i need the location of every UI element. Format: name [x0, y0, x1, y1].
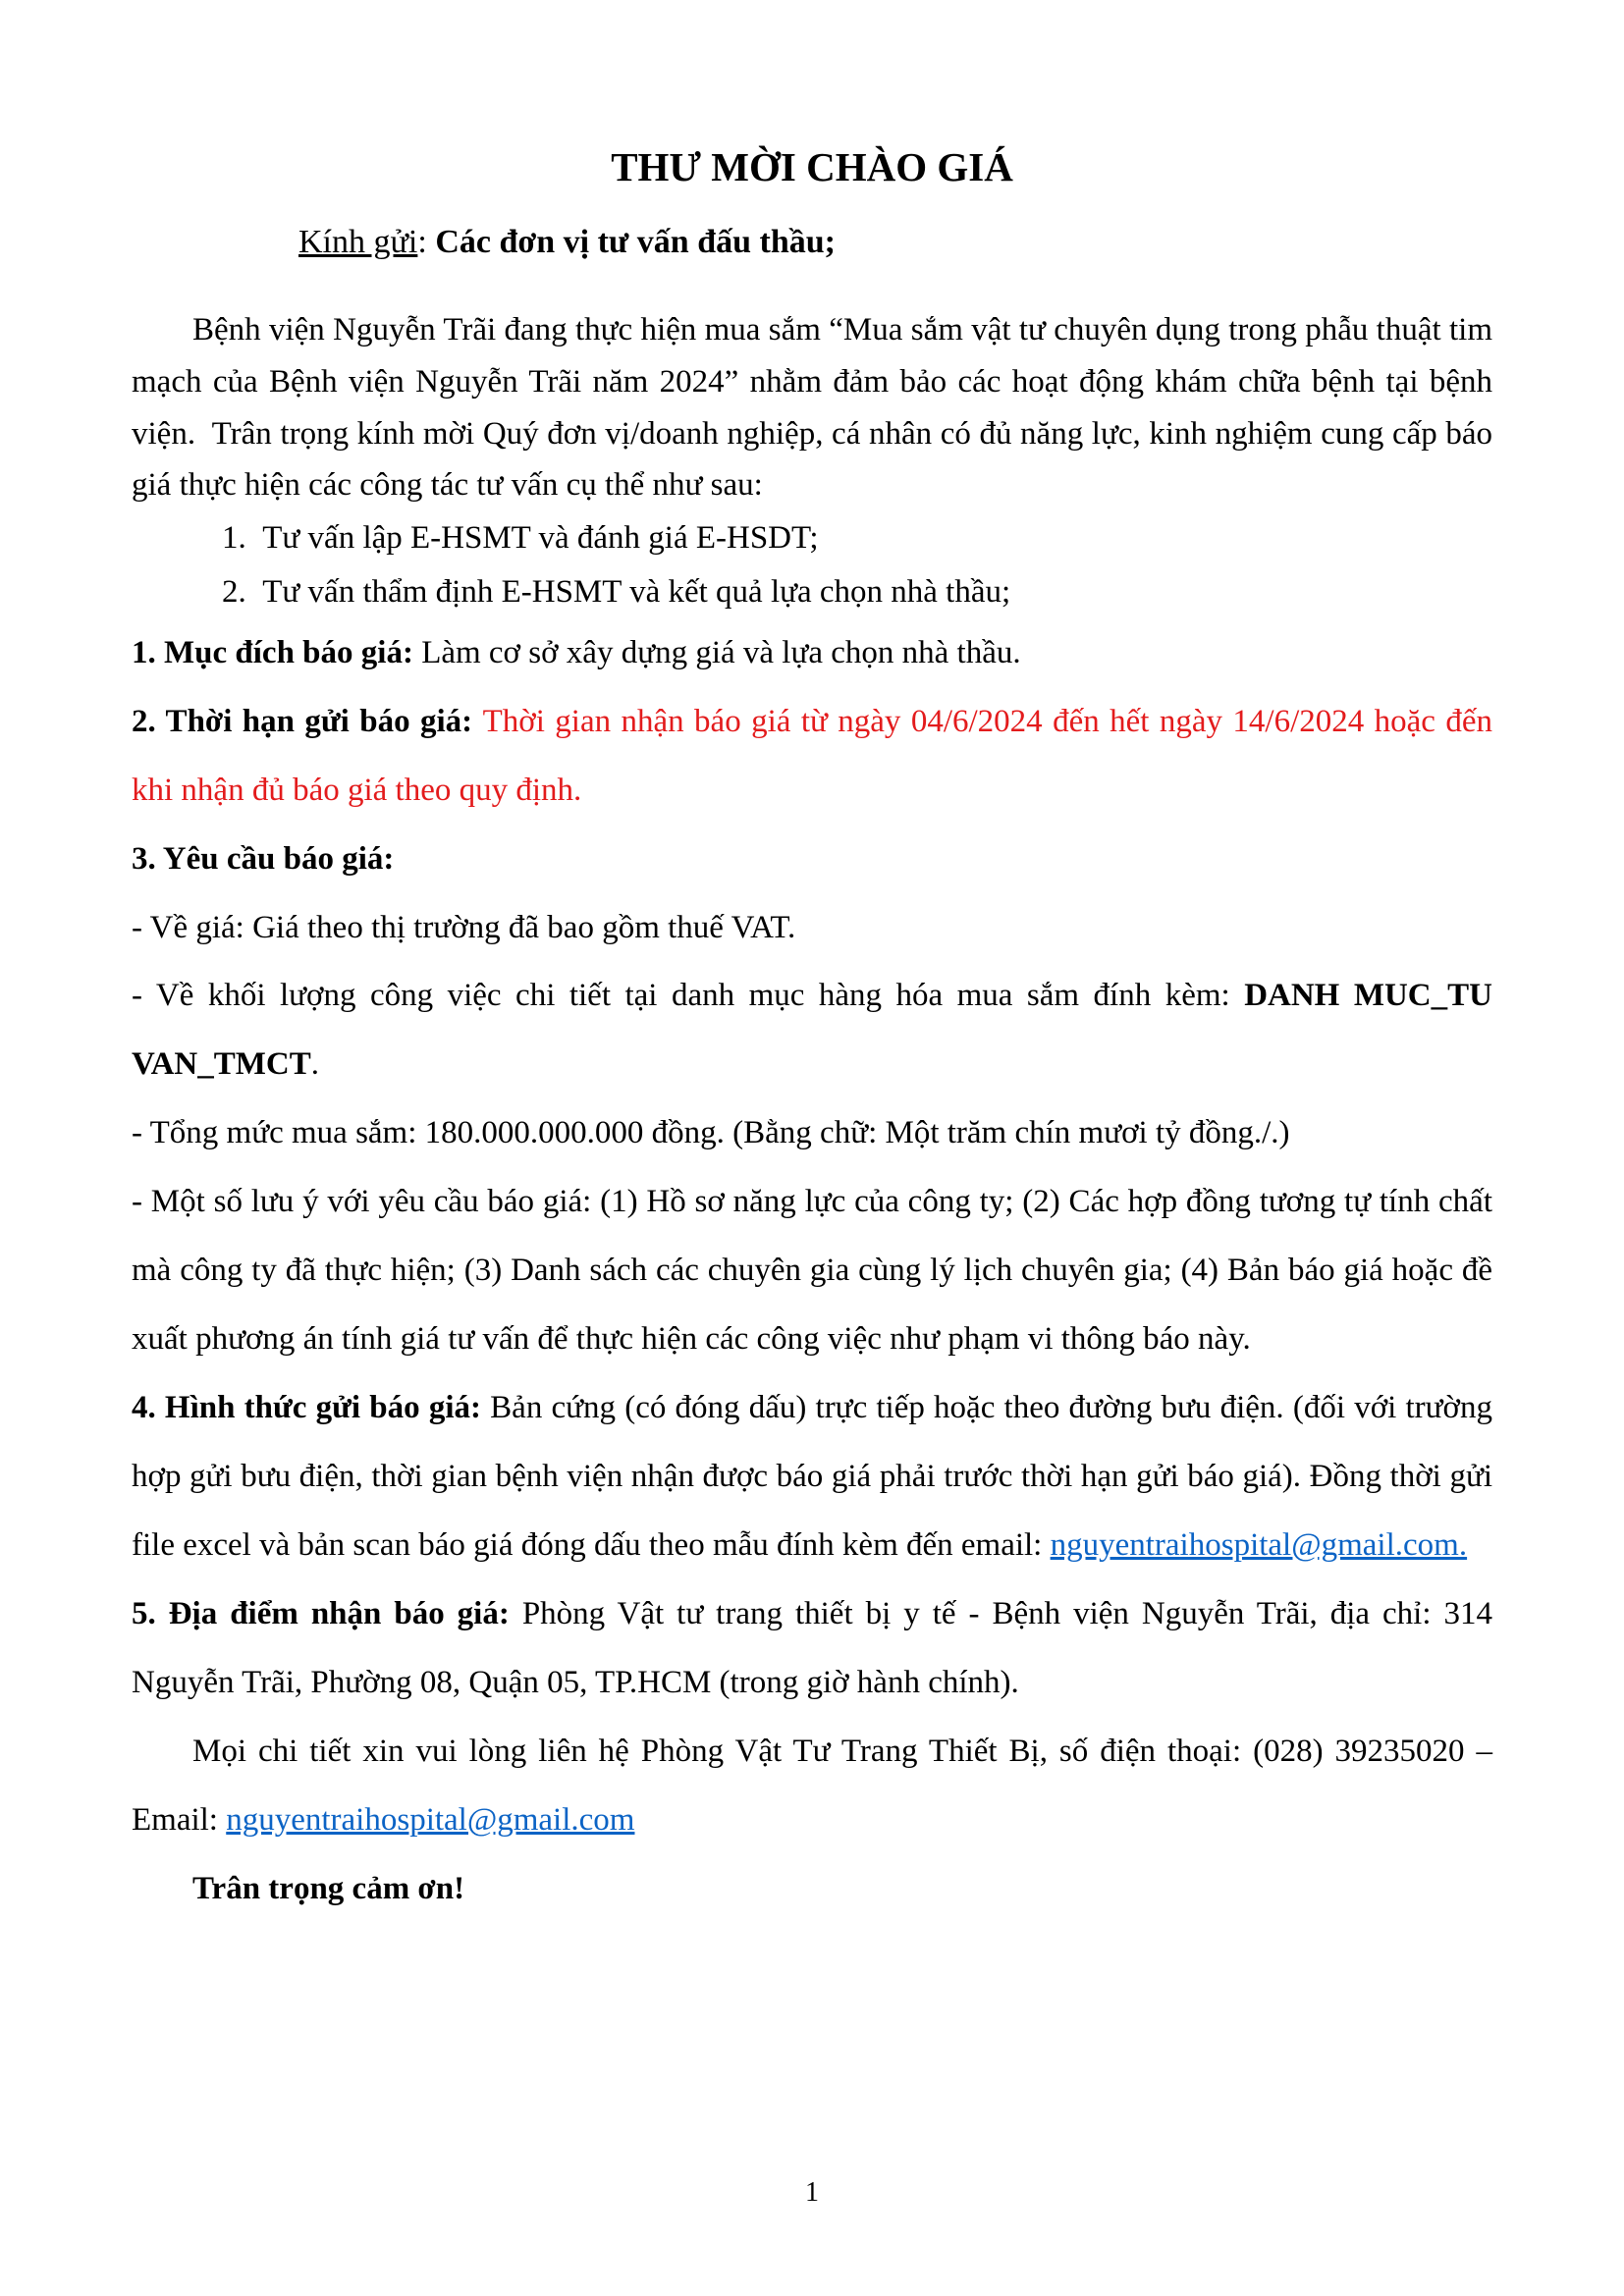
text-segment: Phòng Vật tư trang thiết bị y tế - Bệnh viện Nguyễn Trãi, địa chỉ: 314 Nguyễn Trãi, Phường 08, Quận 05, TP.HCM (trong giờ hành chính). — [132, 1596, 1492, 1701]
text-segment: - Về khối lượng công việc chi tiết tại danh mục hàng hóa mua sắm đính kèm: — [132, 978, 1245, 1014]
page-number: 1 — [805, 2177, 819, 2208]
requirement-notes — [132, 1168, 1492, 1374]
section-4-delivery — [132, 1374, 1492, 1580]
salutation — [298, 224, 1492, 261]
section-1-purpose — [132, 619, 1492, 688]
section-5-location — [132, 1580, 1492, 1718]
email-link[interactable]: nguyentraihospital@gmail.com. — [1050, 1527, 1468, 1564]
text-segment: Thời gian nhận báo giá từ ngày 04/6/2024 đến hết ngày 14/6/2024 hoặc đến khi nhận đủ báo giá theo quy định. — [132, 703, 1492, 808]
text-segment: Làm cơ sở xây dựng giá và lựa chọn nhà thầu. — [421, 634, 1021, 670]
text-segment: 2. Thời hạn gửi báo giá: — [132, 703, 483, 739]
section-3-requirements — [132, 826, 1492, 894]
text-segment: Trân trọng cảm ơn! — [192, 1870, 465, 1906]
text-segment: . — [310, 1046, 319, 1083]
list-item-1 — [222, 511, 1492, 565]
text-segment: 5. Địa điểm nhận báo giá: — [132, 1596, 522, 1632]
email-link[interactable]: nguyentraihospital@gmail.com — [226, 1801, 635, 1838]
text-segment: 1. Mục đích báo giá: — [132, 634, 422, 670]
text-segment: : — [417, 224, 436, 260]
text-segment: 4. Hình thức gửi báo giá: — [132, 1390, 491, 1426]
list-item-2 — [222, 565, 1492, 619]
text-segment: Mọi chi tiết xin vui lòng liên hệ Phòng Vật Tư Trang Thiết Bị, số điện thoại: (028) 39235020 – Email: — [132, 1733, 1492, 1838]
text-segment: 3. Yêu cầu báo giá: — [132, 840, 395, 877]
text-segment: - Một số lưu ý với yêu cầu báo giá: (1) Hồ sơ năng lực của công ty; (2) Các hợp đồng tương tự tính chất mà công ty đã thực hiện; (3) Danh sách các chuyên gia cùng lý lịch chuyên gia; (4) Bản báo giá hoặc đề xuất phương án tính giá tư vấn để thực hiện các công việc như phạm vi thông báo này. — [132, 1184, 1492, 1358]
text-segment: - Tổng mức mua sắm: 180.000.000.000 đồng. (Bằng chữ: Một trăm chín mươi tỷ đồng./.) — [132, 1115, 1290, 1151]
contact-paragraph — [132, 1718, 1492, 1855]
text-segment: Bản cứng (có đóng dấu) trực tiếp hoặc theo đường bưu điện. (đối với trường hợp gửi bưu điện, thời gian bệnh viện nhận được báo giá phải trước thời hạn gửi báo giá). Đồng thời gửi file excel và bản scan báo giá đóng dấu theo mẫu đính kèm đến email: — [132, 1390, 1492, 1564]
text-segment: Các đơn vị tư vấn đấu thầu; — [435, 224, 836, 260]
requirement-budget — [132, 1099, 1492, 1168]
section-2-deadline — [132, 688, 1492, 826]
text-segment: 2. Tư vấn thẩm định E-HSMT và kết quả lựa chọn nhà thầu; — [222, 573, 1011, 610]
intro-paragraph — [132, 304, 1492, 511]
document-title — [132, 143, 1492, 190]
text-segment: THƯ MỜI CHÀO GIÁ — [611, 144, 1013, 189]
closing — [132, 1855, 1492, 1924]
text-segment: Kính gửi — [298, 224, 418, 260]
text-segment: - Về giá: Giá theo thị trường đã bao gồm thuế VAT. — [132, 909, 796, 945]
text-segment: DANH MUC_TU VAN_TMCT — [132, 978, 1492, 1083]
requirement-scope — [132, 962, 1492, 1099]
requirement-price — [132, 894, 1492, 963]
text-segment: 1. Tư vấn lập E-HSMT và đánh giá E-HSDT; — [222, 520, 819, 557]
document-body — [132, 143, 1492, 1924]
text-segment: Bệnh viện Nguyễn Trãi đang thực hiện mua sắm “Mua sắm vật tư chuyên dụng trong phẫu thuật tim mạch của Bệnh viện Nguyễn Trãi năm 2024” nhằm đảm bảo các hoạt động khám chữa bệnh tại bệnh viện. Trân trọng kính mời Quý đơn vị/doanh nghiệp, cá nhân có đủ năng lực, kinh nghiệm cung cấp báo giá thực hiện các công tác tư vấn cụ thể như sau: — [132, 312, 1492, 504]
